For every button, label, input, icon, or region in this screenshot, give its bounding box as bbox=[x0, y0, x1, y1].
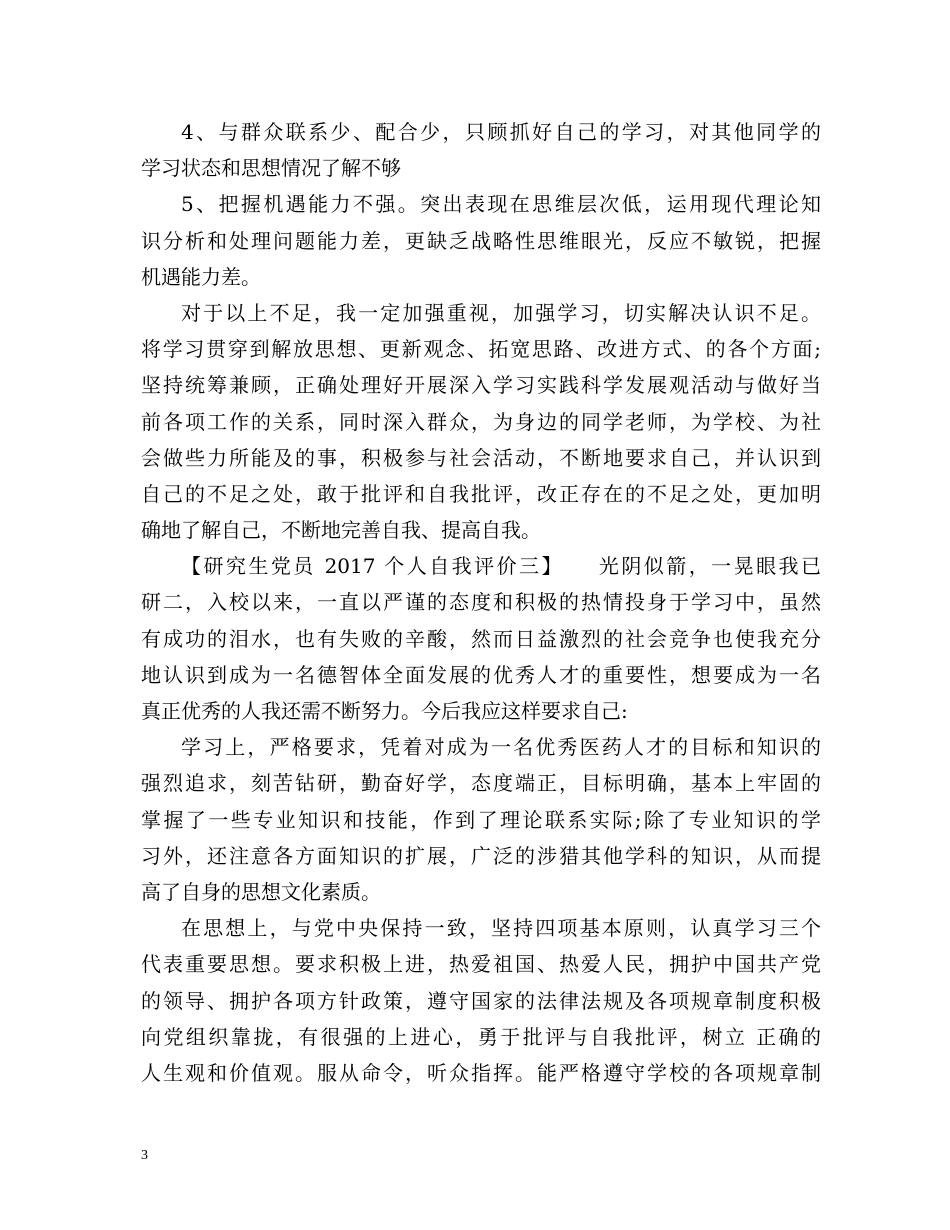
text-line: 有成功的泪水，也有失败的辛酸，然而日益激烈的社会竞争也使我充分 bbox=[141, 626, 821, 651]
text-line: 向党组织靠拢，有很强的上进心，勇于批评与自我批评，树立 正确的 bbox=[141, 1024, 821, 1049]
text-line: 自己的不足之处，敢于批评和自我批评，改正存在的不足之处，更加明 bbox=[141, 481, 821, 506]
text-line: 机遇能力差。 bbox=[141, 264, 261, 289]
text-line: 会做些力所能及的事，积极参与社会活动，不断地要求自己，并认识到 bbox=[141, 445, 821, 470]
text-line: 高了自身的思想文化素质。 bbox=[141, 879, 381, 904]
text-line: 学习上，严格要求，凭着对成为一名优秀医药人才的目标和知识的 bbox=[181, 735, 821, 760]
text-line: 代表重要思想。要求积极上进，热爱祖国、热爱人民，拥护中国共产党 bbox=[141, 952, 821, 977]
text-line: 对于以上不足，我一定加强重视，加强学习，切实解决认识不足。 bbox=[181, 300, 821, 325]
text-line: 人生观和价值观。服从命令，听众指挥。能严格遵守学校的各项规章制 bbox=[141, 1060, 821, 1085]
text-line: 习外，还注意各方面知识的扩展，广泛的涉猎其他学科的知识，从而提 bbox=[141, 843, 821, 868]
text-line: 的领导、拥护各项方针政策，遵守国家的法律法规及各项规章制度积极 bbox=[141, 988, 821, 1013]
body-text bbox=[141, 114, 821, 1091]
text-line: 地认识到成为一名德智体全面发展的优秀人才的重要性，想要成为一名 bbox=[141, 662, 821, 687]
text-line: 将学习贯穿到解放思想、更新观念、拓宽思路、改进方式、的各个方面; bbox=[141, 337, 821, 362]
text-line: 掌握了一些专业知识和技能，作到了理论联系实际;除了专业知识的学 bbox=[141, 807, 821, 832]
text-line: 坚持统筹兼顾，正确处理好开展深入学习实践科学发展观活动与做好当 bbox=[141, 373, 821, 398]
text-line: 5、把握机遇能力不强。突出表现在思维层次低，运用现代理论知 bbox=[181, 192, 821, 217]
text-line: 学习状态和思想情况了解不够 bbox=[141, 156, 401, 181]
section-heading-line: 【研究生党员 2017 个人自我评价三】 光阴似箭，一晃眼我已 bbox=[181, 554, 821, 579]
text-line: 在思想上，与党中央保持一致，坚持四项基本原则，认真学习三个 bbox=[181, 916, 821, 941]
text-line: 识分析和处理问题能力差，更缺乏战略性思维眼光，反应不敏锐，把握 bbox=[141, 228, 821, 253]
text-line: 前各项工作的关系，同时深入群众，为身边的同学老师，为学校、为社 bbox=[141, 409, 821, 434]
text-line: 真正优秀的人我还需不断努力。今后我应这样要求自己: bbox=[141, 699, 628, 723]
text-line: 确地了解自己，不断地完善自我、提高自我。 bbox=[141, 518, 541, 543]
text-line: 强烈追求，刻苦钻研，勤奋好学，态度端正，目标明确，基本上牢固的 bbox=[141, 771, 821, 796]
page-number: 3 bbox=[141, 1148, 148, 1163]
text-line: 研二，入校以来，一直以严谨的态度和积极的热情投身于学习中，虽然 bbox=[141, 590, 821, 615]
text-line: 4、与群众联系少、配合少，只顾抓好自己的学习，对其他同学的 bbox=[181, 120, 821, 144]
